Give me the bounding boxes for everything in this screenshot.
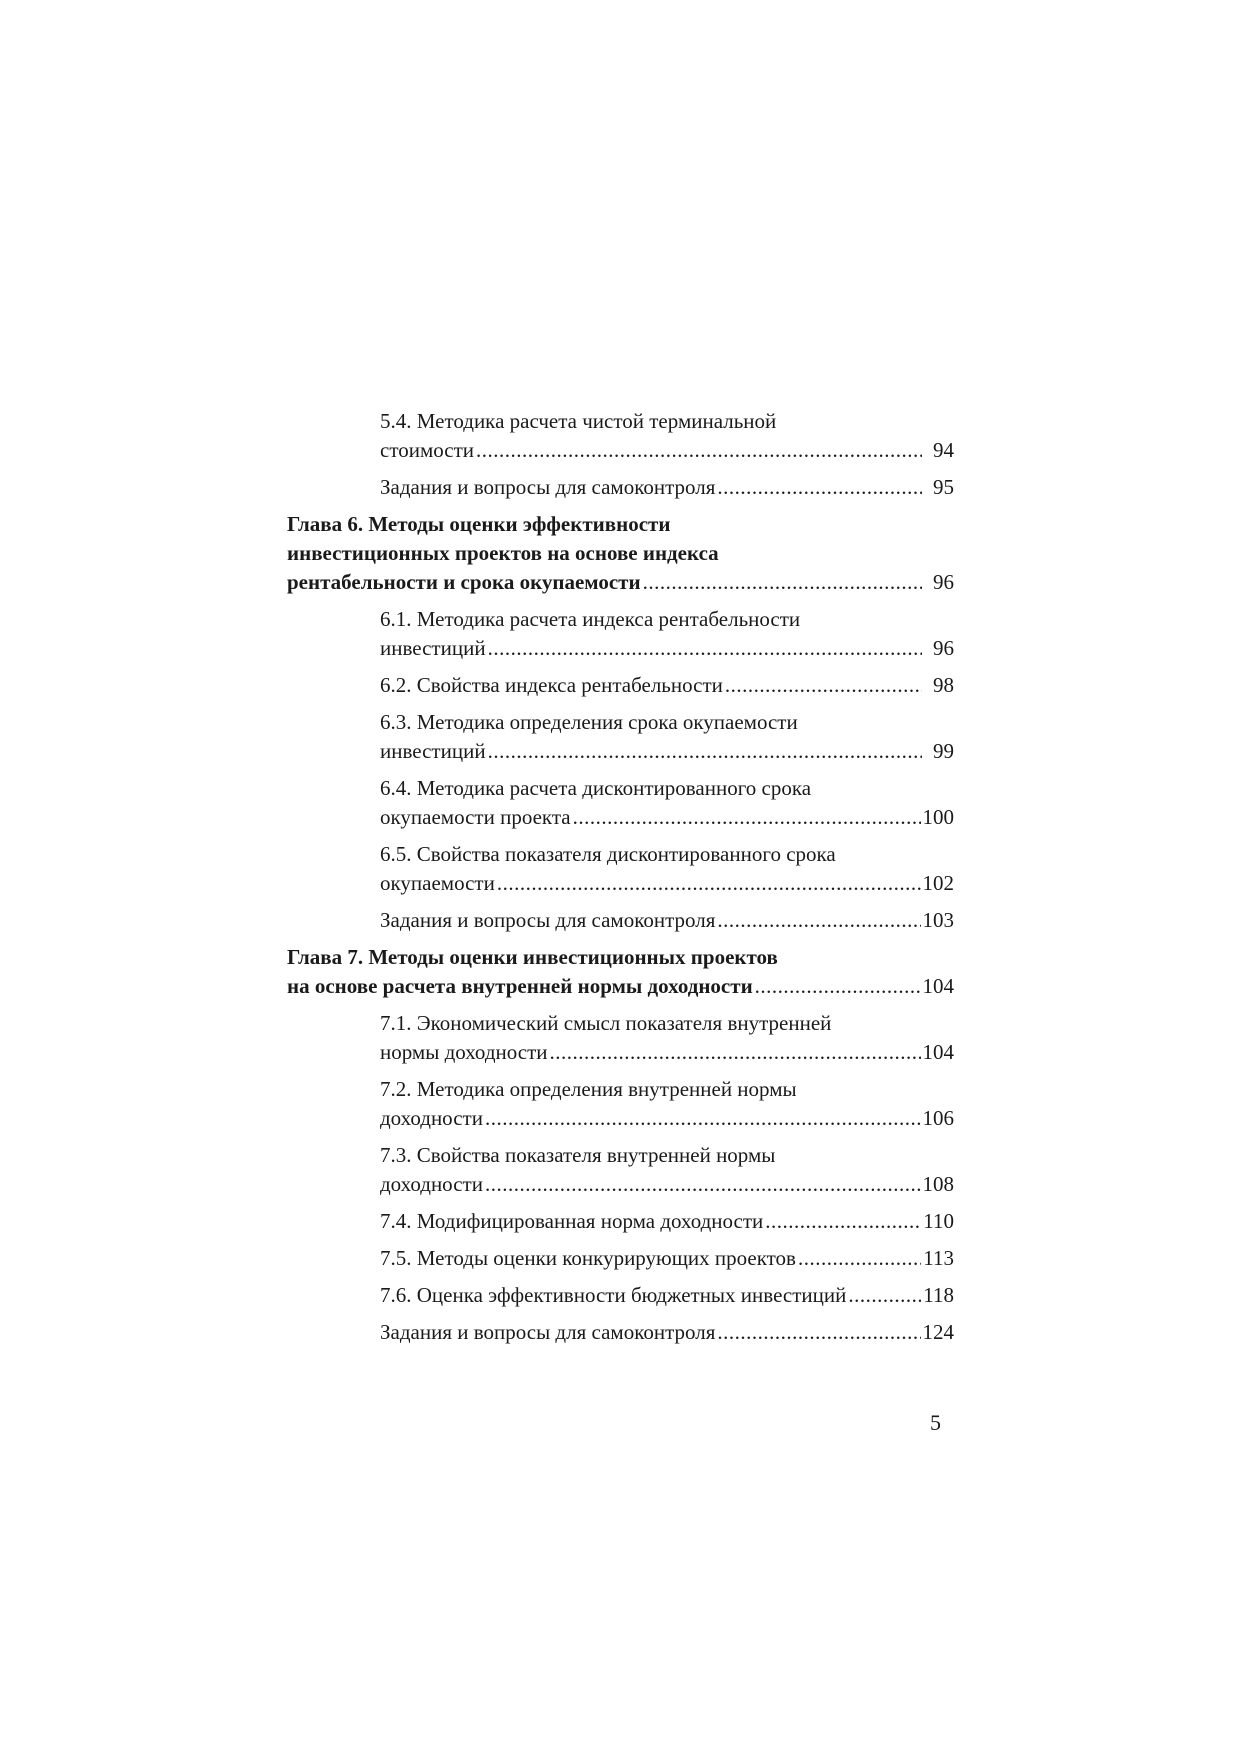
toc-entry-title: 6.2. Свойства индекса рентабельности bbox=[380, 673, 723, 697]
toc-section-entry[interactable] bbox=[380, 473, 954, 502]
toc-entry-title: Задания и вопросы для самоконтроля bbox=[380, 1320, 716, 1344]
toc-section-entry[interactable] bbox=[380, 1318, 954, 1347]
dot-leader bbox=[573, 803, 921, 832]
toc-entry-title-line: 6.5. Свойства показателя дисконтированного срока bbox=[380, 842, 836, 866]
toc-entry-title: инвестиций bbox=[380, 636, 486, 660]
dot-leader bbox=[725, 671, 922, 700]
table-of-contents bbox=[287, 407, 954, 1355]
toc-entry-last-line bbox=[380, 1244, 954, 1273]
toc-chapter-entry[interactable] bbox=[287, 943, 954, 1001]
dot-leader bbox=[643, 568, 922, 597]
toc-entry-last-line bbox=[380, 1170, 954, 1199]
toc-section-entry[interactable] bbox=[380, 1141, 954, 1199]
toc-section-entry[interactable] bbox=[380, 906, 954, 935]
toc-page-number: 103 bbox=[922, 908, 954, 932]
dot-leader bbox=[755, 972, 921, 1001]
dot-leader bbox=[488, 634, 922, 663]
toc-entry-title-line: инвестиционных проектов на основе индекса bbox=[287, 541, 719, 565]
toc-chapter-entry[interactable] bbox=[287, 510, 954, 597]
toc-page-number: 95 bbox=[933, 475, 954, 499]
toc-entry-last-line bbox=[380, 634, 954, 663]
toc-section-entry[interactable] bbox=[380, 1075, 954, 1133]
toc-entry-title: 7.6. Оценка эффективности бюджетных инвестиций bbox=[380, 1283, 847, 1307]
toc-page-number: 104 bbox=[922, 1040, 954, 1064]
toc-entry-last-line bbox=[287, 568, 954, 597]
toc-entry-title: рентабельности и срока окупаемости bbox=[287, 570, 641, 594]
dot-leader bbox=[485, 1104, 921, 1133]
toc-page-number: 118 bbox=[923, 1283, 954, 1307]
toc-entry-title: Задания и вопросы для самоконтроля bbox=[380, 475, 716, 499]
toc-entry-last-line bbox=[380, 869, 954, 898]
toc-entry-title: нормы доходности bbox=[380, 1040, 548, 1064]
toc-page-number: 98 bbox=[933, 673, 954, 697]
toc-section-entry[interactable] bbox=[380, 840, 954, 898]
toc-section-entry[interactable] bbox=[380, 407, 954, 465]
toc-section-entry[interactable] bbox=[380, 708, 954, 766]
toc-entry-title-line: Глава 7. Методы оценки инвестиционных проектов bbox=[287, 945, 778, 969]
toc-section-entry[interactable] bbox=[380, 671, 954, 700]
toc-entry-title-line: 6.1. Методика расчета индекса рентабельности bbox=[380, 607, 801, 631]
toc-page-number: 104 bbox=[922, 974, 954, 998]
dot-leader bbox=[717, 906, 920, 935]
dot-leader bbox=[550, 1038, 921, 1067]
toc-entry-last-line bbox=[380, 906, 954, 935]
dot-leader bbox=[798, 1244, 921, 1273]
toc-entry-last-line bbox=[380, 1281, 954, 1310]
toc-entry-title: доходности bbox=[380, 1172, 483, 1196]
dot-leader bbox=[488, 737, 922, 766]
toc-page-number: 110 bbox=[923, 1209, 954, 1233]
toc-entry-title: окупаемости проекта bbox=[380, 805, 571, 829]
toc-entry-last-line bbox=[380, 803, 954, 832]
toc-entry-title: 7.5. Методы оценки конкурирующих проектов bbox=[380, 1246, 796, 1270]
toc-entry-title: инвестиций bbox=[380, 739, 486, 763]
toc-page-number: 99 bbox=[933, 739, 954, 763]
toc-page-number: 94 bbox=[933, 438, 954, 462]
toc-entry-last-line bbox=[380, 1318, 954, 1347]
toc-page-number: 124 bbox=[922, 1320, 954, 1344]
toc-page-number: 96 bbox=[933, 570, 954, 594]
toc-entry-title: доходности bbox=[380, 1106, 483, 1130]
toc-entry-title-line: 7.2. Методика определения внутренней нормы bbox=[380, 1077, 797, 1101]
toc-entry-last-line bbox=[380, 436, 954, 465]
toc-entry-title-line: 7.1. Экономический смысл показателя внутренней bbox=[380, 1011, 832, 1035]
toc-entry-title: окупаемости bbox=[380, 871, 495, 895]
toc-section-entry[interactable] bbox=[380, 774, 954, 832]
dot-leader bbox=[717, 1318, 920, 1347]
toc-page-number: 96 bbox=[933, 636, 954, 660]
toc-entry-last-line bbox=[380, 1038, 954, 1067]
toc-page-number: 100 bbox=[922, 805, 954, 829]
toc-section-entry[interactable] bbox=[380, 605, 954, 663]
toc-entry-last-line bbox=[287, 972, 954, 1001]
dot-leader bbox=[765, 1207, 921, 1236]
toc-entry-title-line: 6.3. Методика определения срока окупаемости bbox=[380, 710, 798, 734]
toc-page-number: 113 bbox=[923, 1246, 954, 1270]
toc-entry-title-line: Глава 6. Методы оценки эффективности bbox=[287, 512, 671, 536]
toc-section-entry[interactable] bbox=[380, 1207, 954, 1236]
toc-entry-title: Задания и вопросы для самоконтроля bbox=[380, 908, 716, 932]
dot-leader bbox=[717, 473, 922, 502]
toc-entry-title: стоимости bbox=[380, 438, 475, 462]
dot-leader bbox=[497, 869, 921, 898]
toc-page-number: 106 bbox=[922, 1106, 954, 1130]
page-number: 5 bbox=[930, 1410, 941, 1435]
toc-entry-title-line: 6.4. Методика расчета дисконтированного срока bbox=[380, 776, 812, 800]
toc-page-number: 108 bbox=[922, 1172, 954, 1196]
dot-leader bbox=[476, 436, 922, 465]
toc-section-entry[interactable] bbox=[380, 1009, 954, 1067]
toc-entry-title: на основе расчета внутренней нормы доходности bbox=[287, 974, 753, 998]
toc-entry-title: 7.4. Модифицированная норма доходности bbox=[380, 1209, 764, 1233]
toc-entry-last-line bbox=[380, 1104, 954, 1133]
toc-section-entry[interactable] bbox=[380, 1244, 954, 1273]
toc-entry-title-line: 7.3. Свойства показателя внутренней нормы bbox=[380, 1143, 776, 1167]
toc-entry-last-line bbox=[380, 1207, 954, 1236]
dot-leader bbox=[848, 1281, 921, 1310]
toc-entry-last-line bbox=[380, 671, 954, 700]
toc-entry-last-line bbox=[380, 473, 954, 502]
toc-section-entry[interactable] bbox=[380, 1281, 954, 1310]
dot-leader bbox=[485, 1170, 921, 1199]
toc-entry-title-line: 5.4. Методика расчета чистой терминальной bbox=[380, 409, 777, 433]
toc-page-number: 102 bbox=[922, 871, 954, 895]
toc-entry-last-line bbox=[380, 737, 954, 766]
